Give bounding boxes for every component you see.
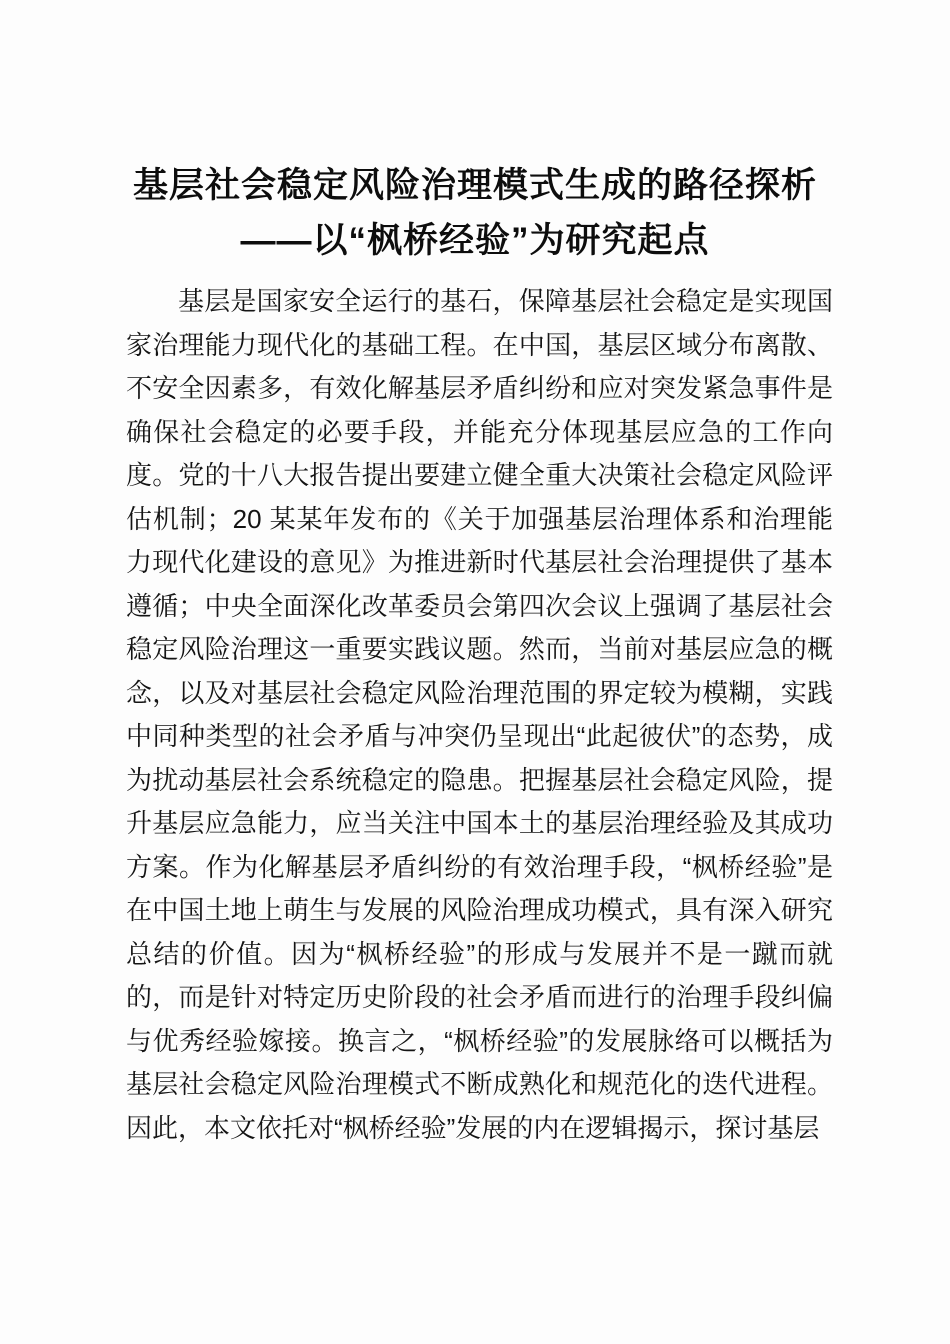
body-paragraph: 基层是国家安全运行的基石，保障基层社会稳定是实现国家治理能力现代化的基础工程。在中国，基层区域分布离散、不安全因素多，有效化解基层矛盾纠纷和应对突发紧急事件是确保社会稳定的必要手段，并能充分体现基层应急的工作向度。党的十八大报告提出要建立健全重大决策社会稳定风险评估机制；20 某某年发布的《关于加强基层治理体系和治理能力现代化建设的意见》为推进新时代基层社会治理提供了基本遵循；中央全面深化改革委员会第四次会议上强调了基层社会稳定风险治理这一重要实践议题。然而，当前对基层应急的概念，以及对基层社会稳定风险治理范围的界定较为模糊，实践中同种类型的社会矛盾与冲突仍呈现出“此起彼伏”的态势，成为扰动基层社会系统稳定的隐患。把握基层社会稳定风险，提升基层应急能力，应当关注中国本土的基层治理经验及其成功方案。作为化解基层矛盾纠纷的有效治理手段，“枫桥经验”是在中国土地上萌生与发展的风险治理成功模式，具有深入研究总结的价值。因为“枫桥经验”的形成与发展并不是一蹴而就的，而是针对特定历史阶段的社会矛盾而进行的治理手段纠偏与优秀经验嫁接。换言之，“枫桥经验”的发展脉络可以概括为基层社会稳定风险治理模式不断成熟化和规范化的迭代进程。因此，本文依托对“枫桥经验”发展的内在逻辑揭示，探讨基层 xyxy=(126,286,833,1143)
document-title-line-1: 基层社会稳定风险治理模式生成的路径探析 xyxy=(132,166,817,205)
document-title xyxy=(0,0,950,268)
document-title-line-2: ——以“枫桥经验”为研究起点 xyxy=(240,221,710,260)
